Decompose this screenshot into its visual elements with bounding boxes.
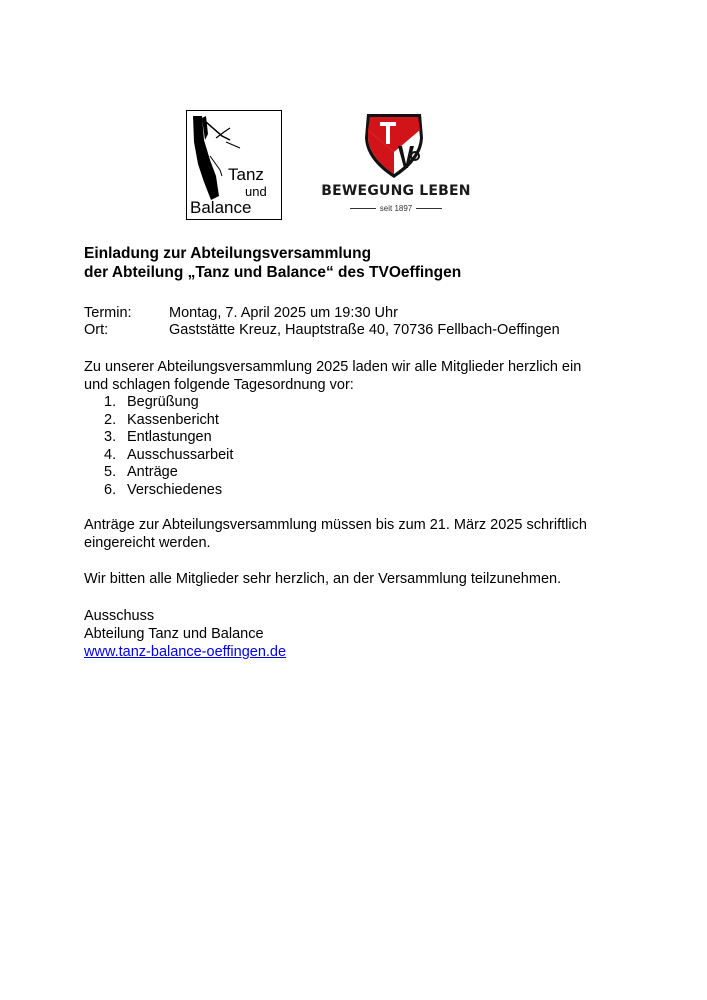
bitten-paragraph: Wir bitten alle Mitglieder sehr herzlich, an der Versammlung teilzunehmen. xyxy=(84,571,562,587)
agenda-item xyxy=(84,464,233,482)
document-title xyxy=(84,244,461,282)
agenda-text: Anträge xyxy=(127,464,178,481)
ort-value: Gaststätte Kreuz, Hauptstraße 40, 70736 Fellbach-Oeffingen xyxy=(169,322,560,338)
agenda-number: 6. xyxy=(104,481,117,498)
intro-line-2: und schlagen folgende Tagesordnung vor: xyxy=(84,376,354,393)
agenda-number: 3. xyxy=(104,429,117,446)
agenda-item xyxy=(84,394,233,412)
agenda-text: Ausschussarbeit xyxy=(127,446,234,463)
agenda-item xyxy=(84,482,233,500)
signature-line-2: Abteilung Tanz und Balance xyxy=(84,626,264,642)
since-left-rule xyxy=(350,208,376,209)
und-logo-word: und xyxy=(245,184,267,199)
agenda-item xyxy=(84,429,233,447)
since-text: seit 1897 xyxy=(379,204,413,213)
signature-line-1: Ausschuss xyxy=(84,608,155,624)
tvo-slogan: BEWEGUNG LEBEN xyxy=(321,183,471,199)
tanz-logo-word: Tanz xyxy=(228,165,264,184)
termin-value: Montag, 7. April 2025 um 19:30 Uhr xyxy=(169,305,398,321)
tvo-since xyxy=(318,204,474,213)
agenda-text: Verschiedenes xyxy=(127,481,223,498)
website-link[interactable]: www.tanz-balance-oeffingen.de xyxy=(84,644,287,660)
title-line-2: der Abteilung „Tanz und Balance“ des TVOeffingen xyxy=(84,264,462,281)
agenda-item xyxy=(84,447,233,465)
intro-paragraph xyxy=(84,359,644,394)
agenda-number: 1. xyxy=(104,394,117,410)
since-right-rule xyxy=(416,208,442,209)
antraege-paragraph xyxy=(84,517,644,552)
agenda-number: 5. xyxy=(104,464,117,481)
agenda-text: Begrüßung xyxy=(127,394,199,410)
agenda-item xyxy=(84,412,233,430)
agenda-number: 2. xyxy=(104,411,117,428)
agenda-number: 4. xyxy=(104,446,117,463)
tvo-crest-logo xyxy=(316,112,476,216)
signature-block xyxy=(84,607,286,661)
agenda-list xyxy=(84,394,233,500)
agenda-text: Kassenbericht xyxy=(127,411,219,428)
antraege-line-1: Anträge zur Abteilungsversammlung müssen bis zum 21. März 2025 schriftlich xyxy=(84,517,587,533)
agenda-text: Entlastungen xyxy=(127,429,212,446)
termin-label: Termin: xyxy=(84,305,132,321)
intro-line-1: Zu unserer Abteilungsversammlung 2025 laden wir alle Mitglieder herzlich ein xyxy=(84,359,582,375)
title-line-1: Einladung zur Abteilungsversammlung xyxy=(84,245,372,262)
balance-logo-word: Balance xyxy=(190,198,252,217)
ort-label: Ort: xyxy=(84,322,109,338)
antraege-line-2: eingereicht werden. xyxy=(84,534,211,551)
